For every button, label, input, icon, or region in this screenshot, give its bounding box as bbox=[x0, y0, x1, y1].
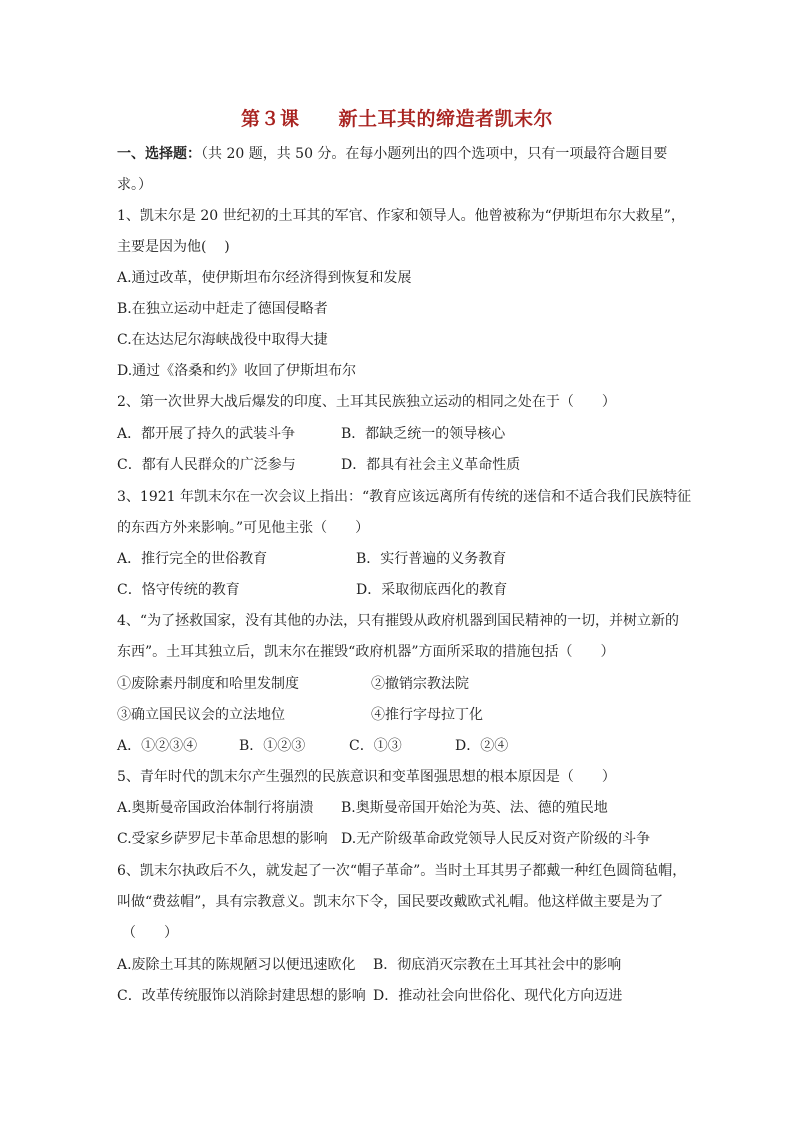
question-1-option-a: A.通过改革，使伊斯坦布尔经济得到恢复和发展 bbox=[117, 270, 412, 286]
question-4-item-2: ②撤销宗教法院 bbox=[371, 676, 469, 692]
question-5-option-d: D.无产阶级革命政党领导人民反对资产阶级的斗争 bbox=[341, 831, 651, 847]
question-1-option-c: C.在达达尼尔海峡战役中取得大捷 bbox=[117, 332, 328, 348]
question-6-stem-line-2: 叫做“费兹帽”，具有宗教意义。凯末尔下令，国民要改戴欧式礼帽。他这样做主要是为了 bbox=[117, 894, 664, 910]
question-4-item-3: ③确立国民议会的立法地位 bbox=[117, 707, 285, 723]
question-2-option-a: A．都开展了持久的武装斗争 bbox=[117, 426, 296, 442]
question-2-option-b: B．都缺乏统一的领导核心 bbox=[341, 426, 506, 442]
question-3-option-b: B．实行普遍的义务教育 bbox=[356, 551, 507, 567]
question-4-option-b: B．①②③ bbox=[239, 738, 306, 754]
question-5-option-a: A.奥斯曼帝国政治体制行将崩溃 bbox=[117, 800, 314, 816]
question-3-option-d: D．采取彻底西化的教育 bbox=[356, 582, 508, 598]
question-6-option-c: C．改革传统服饰以消除封建思想的影响 bbox=[117, 988, 366, 1004]
question-6-option-a: A.废除土耳其的陈规陋习以便迅速欧化 bbox=[117, 957, 356, 973]
question-6-stem-line-3: （ ） bbox=[122, 925, 178, 941]
question-4-option-a: A．①②③④ bbox=[117, 738, 198, 754]
question-3-option-a: A．推行完全的世俗教育 bbox=[117, 551, 268, 567]
question-4-stem-line-2: 东西”。土耳其独立后，凯末尔在摧毁“政府机器”方面所采取的措施包括（ ） bbox=[117, 644, 615, 660]
section-instructions-line2: 求。） bbox=[117, 177, 152, 193]
question-1-option-b: B.在独立运动中赶走了德国侵略者 bbox=[117, 301, 328, 317]
section-heading: 一、选择题： bbox=[117, 146, 201, 162]
question-1-stem-line-1: 1、凯末尔是 20 世纪初的土耳其的军官、作家和领导人。他曾被称为“伊斯坦布尔大救星”， bbox=[117, 208, 685, 224]
question-6-stem-line-1: 6、凯末尔执政后不久，就发起了一次“帽子革命”。当时土耳其男子都戴一种红色圆筒毡帽， bbox=[117, 863, 687, 879]
question-2-stem-line-1: 2、第一次世界大战后爆发的印度、土耳其民族独立运动的相同之处在于（ ） bbox=[117, 394, 616, 410]
question-4-option-c: C．①③ bbox=[349, 738, 402, 754]
question-4-option-d: D．②④ bbox=[455, 738, 509, 754]
question-4-item-1: ①废除素丹制度和哈里发制度 bbox=[117, 676, 299, 692]
question-2-option-c: C．都有人民群众的广泛参与 bbox=[117, 457, 296, 473]
question-5-option-c: C.受家乡萨罗尼卡革命思想的影响 bbox=[117, 831, 328, 847]
question-1-stem-line-2: 主要是因为他( ) bbox=[117, 239, 230, 255]
lesson-title: 第３课 新土耳其的缔造者凯末尔 bbox=[240, 108, 553, 130]
question-2-option-d: D．都具有社会主义革命性质 bbox=[341, 457, 521, 473]
question-3-stem-line-2: 的东西方外来影响。”可见他主张（ ） bbox=[117, 520, 370, 536]
question-6-option-d: D．推动社会向世俗化、现代化方向迈进 bbox=[373, 988, 623, 1004]
section-instructions-line1: （共 20 题，共 50 分。在每小题列出的四个选项中，只有一项最符合题目要 bbox=[201, 146, 668, 162]
question-4-item-4: ④推行字母拉丁化 bbox=[371, 707, 483, 723]
section-instructions bbox=[117, 144, 667, 164]
question-1-option-d: D.通过《洛桑和约》收回了伊斯坦布尔 bbox=[117, 363, 357, 379]
question-5-stem-line-1: 5、青年时代的凯末尔产生强烈的民族意识和变革图强思想的根本原因是（ ） bbox=[117, 769, 616, 785]
question-5-option-b: B.奥斯曼帝国开始沦为英、法、德的殖民地 bbox=[341, 800, 608, 816]
question-4-stem-line-1: 4、“为了拯救国家，没有其他的办法，只有摧毁从政府机器到国民精神的一切，并树立新的 bbox=[117, 613, 680, 629]
question-3-option-c: C．恪守传统的教育 bbox=[117, 582, 240, 598]
question-3-stem-line-1: 3、1921 年凯末尔在一次会议上指出：“教育应该远离所有传统的迷信和不适合我们民族特征 bbox=[117, 489, 692, 505]
question-6-option-b: B．彻底消灭宗教在土耳其社会中的影响 bbox=[373, 957, 622, 973]
